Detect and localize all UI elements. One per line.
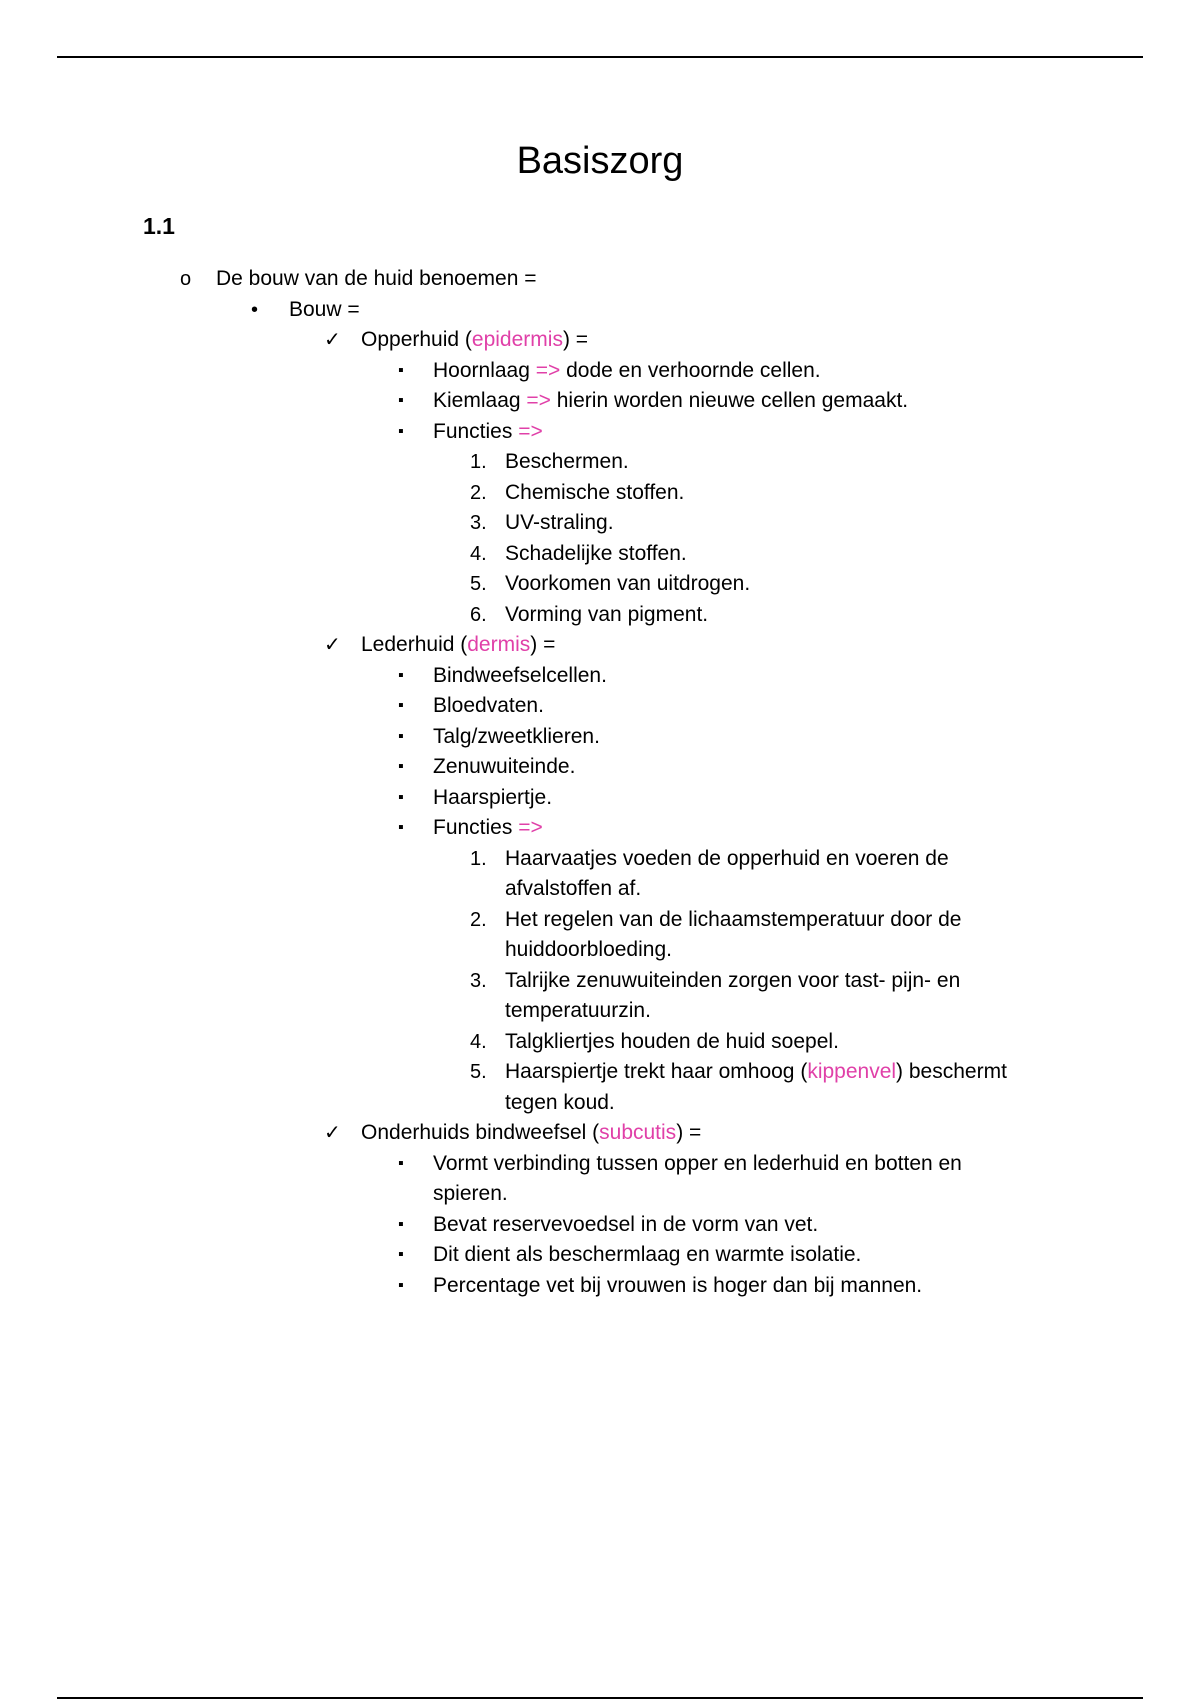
numbered-item bbox=[0, 600, 1200, 631]
list-text: Schadelijke stoffen. bbox=[505, 541, 687, 565]
list-item-onderhuid bbox=[0, 1118, 1200, 1149]
list-text: Zenuwuiteinde. bbox=[433, 755, 576, 778]
list-text: Talg/zweetklieren. bbox=[433, 724, 600, 748]
list-number: 5. bbox=[470, 573, 487, 595]
list-item-functies bbox=[0, 813, 1200, 844]
list-text: Beschermen. bbox=[505, 450, 629, 473]
list-number: 1. bbox=[470, 451, 487, 473]
list-number: 2. bbox=[470, 481, 487, 504]
list-item-lederhuid bbox=[0, 630, 1200, 661]
square-bullet-icon: ▪ bbox=[398, 1276, 404, 1294]
numbered-item bbox=[0, 539, 1200, 570]
list-item-level2 bbox=[0, 295, 1200, 326]
numbered-item bbox=[0, 569, 1200, 600]
list-number: 3. bbox=[470, 969, 487, 992]
section-heading: 1.1 bbox=[143, 213, 175, 239]
numbered-item bbox=[0, 966, 1200, 1027]
list-text: Functies => bbox=[433, 816, 543, 839]
square-bullet-icon: ▪ bbox=[398, 727, 404, 745]
list-number: 1. bbox=[470, 847, 487, 870]
term-highlight: dermis bbox=[467, 633, 531, 656]
list-text: Functies => bbox=[433, 419, 543, 443]
list-text: UV-straling. bbox=[505, 511, 614, 534]
header-rule bbox=[57, 56, 1143, 58]
square-bullet-icon: ▪ bbox=[398, 666, 404, 684]
list-item bbox=[0, 722, 1200, 753]
list-text: Lederhuid (dermis) = bbox=[361, 633, 556, 656]
list-item bbox=[0, 1240, 1200, 1271]
term-highlight: subcutis bbox=[599, 1121, 677, 1144]
list-text: Vormt verbinding tussen opper en lederhuid en botten en spieren. bbox=[433, 1151, 962, 1205]
list-number: 4. bbox=[470, 542, 487, 565]
term-highlight: epidermis bbox=[471, 328, 563, 351]
square-bullet-icon: ▪ bbox=[398, 392, 404, 409]
list-text: Kiemlaag => hierin worden nieuwe cellen gemaakt. bbox=[433, 389, 909, 412]
square-bullet-icon: ▪ bbox=[398, 819, 404, 836]
list-text: Voorkomen van uitdrogen. bbox=[505, 572, 751, 595]
checkmark-icon: ✓ bbox=[324, 634, 341, 656]
list-text: Opperhuid (epidermis) = bbox=[361, 328, 589, 351]
list-item-level1 bbox=[0, 264, 1200, 295]
list-item-functies bbox=[0, 417, 1200, 448]
list-number: 5. bbox=[470, 1061, 487, 1083]
numbered-item bbox=[0, 1057, 1200, 1118]
bullet-icon: • bbox=[251, 298, 259, 321]
square-bullet-icon: ▪ bbox=[398, 361, 404, 379]
square-bullet-icon: ▪ bbox=[398, 1154, 404, 1172]
square-bullet-icon: ▪ bbox=[398, 422, 404, 440]
square-bullet-icon: ▪ bbox=[398, 1246, 404, 1263]
list-text: Chemische stoffen. bbox=[505, 480, 685, 504]
list-text: Bindweefselcellen. bbox=[433, 663, 607, 687]
list-item bbox=[0, 356, 1200, 387]
list-item bbox=[0, 1149, 1200, 1210]
list-item bbox=[0, 783, 1200, 814]
square-bullet-icon: ▪ bbox=[398, 697, 404, 714]
list-text: Percentage vet bij vrouwen is hoger dan bij mannen. bbox=[433, 1273, 923, 1297]
numbered-item bbox=[0, 844, 1200, 905]
list-text: Haarvaatjes voeden de opperhuid en voeren de afvalstoffen af. bbox=[505, 846, 949, 900]
list-item bbox=[0, 1271, 1200, 1302]
list-item bbox=[0, 661, 1200, 692]
numbered-item bbox=[0, 508, 1200, 539]
list-text: Onderhuids bindweefsel (subcutis) = bbox=[361, 1121, 702, 1144]
list-number: 6. bbox=[470, 603, 487, 626]
list-number: 4. bbox=[470, 1030, 487, 1053]
document-body bbox=[0, 264, 1200, 1301]
list-number: 3. bbox=[470, 512, 487, 534]
square-bullet-icon: ▪ bbox=[398, 1215, 404, 1233]
list-text: Bloedvaten. bbox=[433, 694, 544, 717]
list-text: Bevat reservevoedsel in de vorm van vet. bbox=[433, 1212, 819, 1236]
checkmark-icon: ✓ bbox=[324, 329, 341, 351]
list-number: 2. bbox=[470, 908, 487, 931]
list-item bbox=[0, 386, 1200, 417]
list-text: De bouw van de huid benoemen = bbox=[216, 267, 537, 290]
list-text: Haarspiertje. bbox=[433, 785, 553, 809]
numbered-item bbox=[0, 1027, 1200, 1058]
square-bullet-icon: ▪ bbox=[398, 788, 404, 806]
list-item-opperhuid bbox=[0, 325, 1200, 356]
checkmark-icon: ✓ bbox=[324, 1122, 341, 1144]
list-text: Talrijke zenuwuiteinden zorgen voor tast- pijn- en temperatuurzin. bbox=[505, 968, 961, 1022]
list-item bbox=[0, 1210, 1200, 1241]
list-text: Talgkliertjes houden de huid soepel. bbox=[505, 1029, 839, 1053]
list-text: Bouw = bbox=[289, 297, 360, 321]
list-text: Haarspiertje trekt haar omhoog (kippenvel) beschermt tegen koud. bbox=[505, 1060, 1007, 1114]
numbered-item bbox=[0, 905, 1200, 966]
circle-bullet-icon: o bbox=[180, 268, 192, 290]
numbered-item bbox=[0, 478, 1200, 509]
list-item bbox=[0, 691, 1200, 722]
list-text: Hoornlaag => dode en verhoornde cellen. bbox=[433, 358, 821, 382]
list-text: Vorming van pigment. bbox=[505, 602, 709, 626]
page-title: Basiszorg bbox=[516, 140, 684, 182]
footer-rule bbox=[57, 1697, 1143, 1699]
list-item bbox=[0, 752, 1200, 783]
list-text: Het regelen van de lichaamstemperatuur door de huiddoorbloeding. bbox=[505, 907, 962, 961]
term-highlight: kippenvel bbox=[807, 1060, 897, 1083]
list-text: Dit dient als beschermlaag en warmte isolatie. bbox=[433, 1243, 862, 1266]
numbered-item bbox=[0, 447, 1200, 478]
square-bullet-icon: ▪ bbox=[398, 758, 404, 775]
